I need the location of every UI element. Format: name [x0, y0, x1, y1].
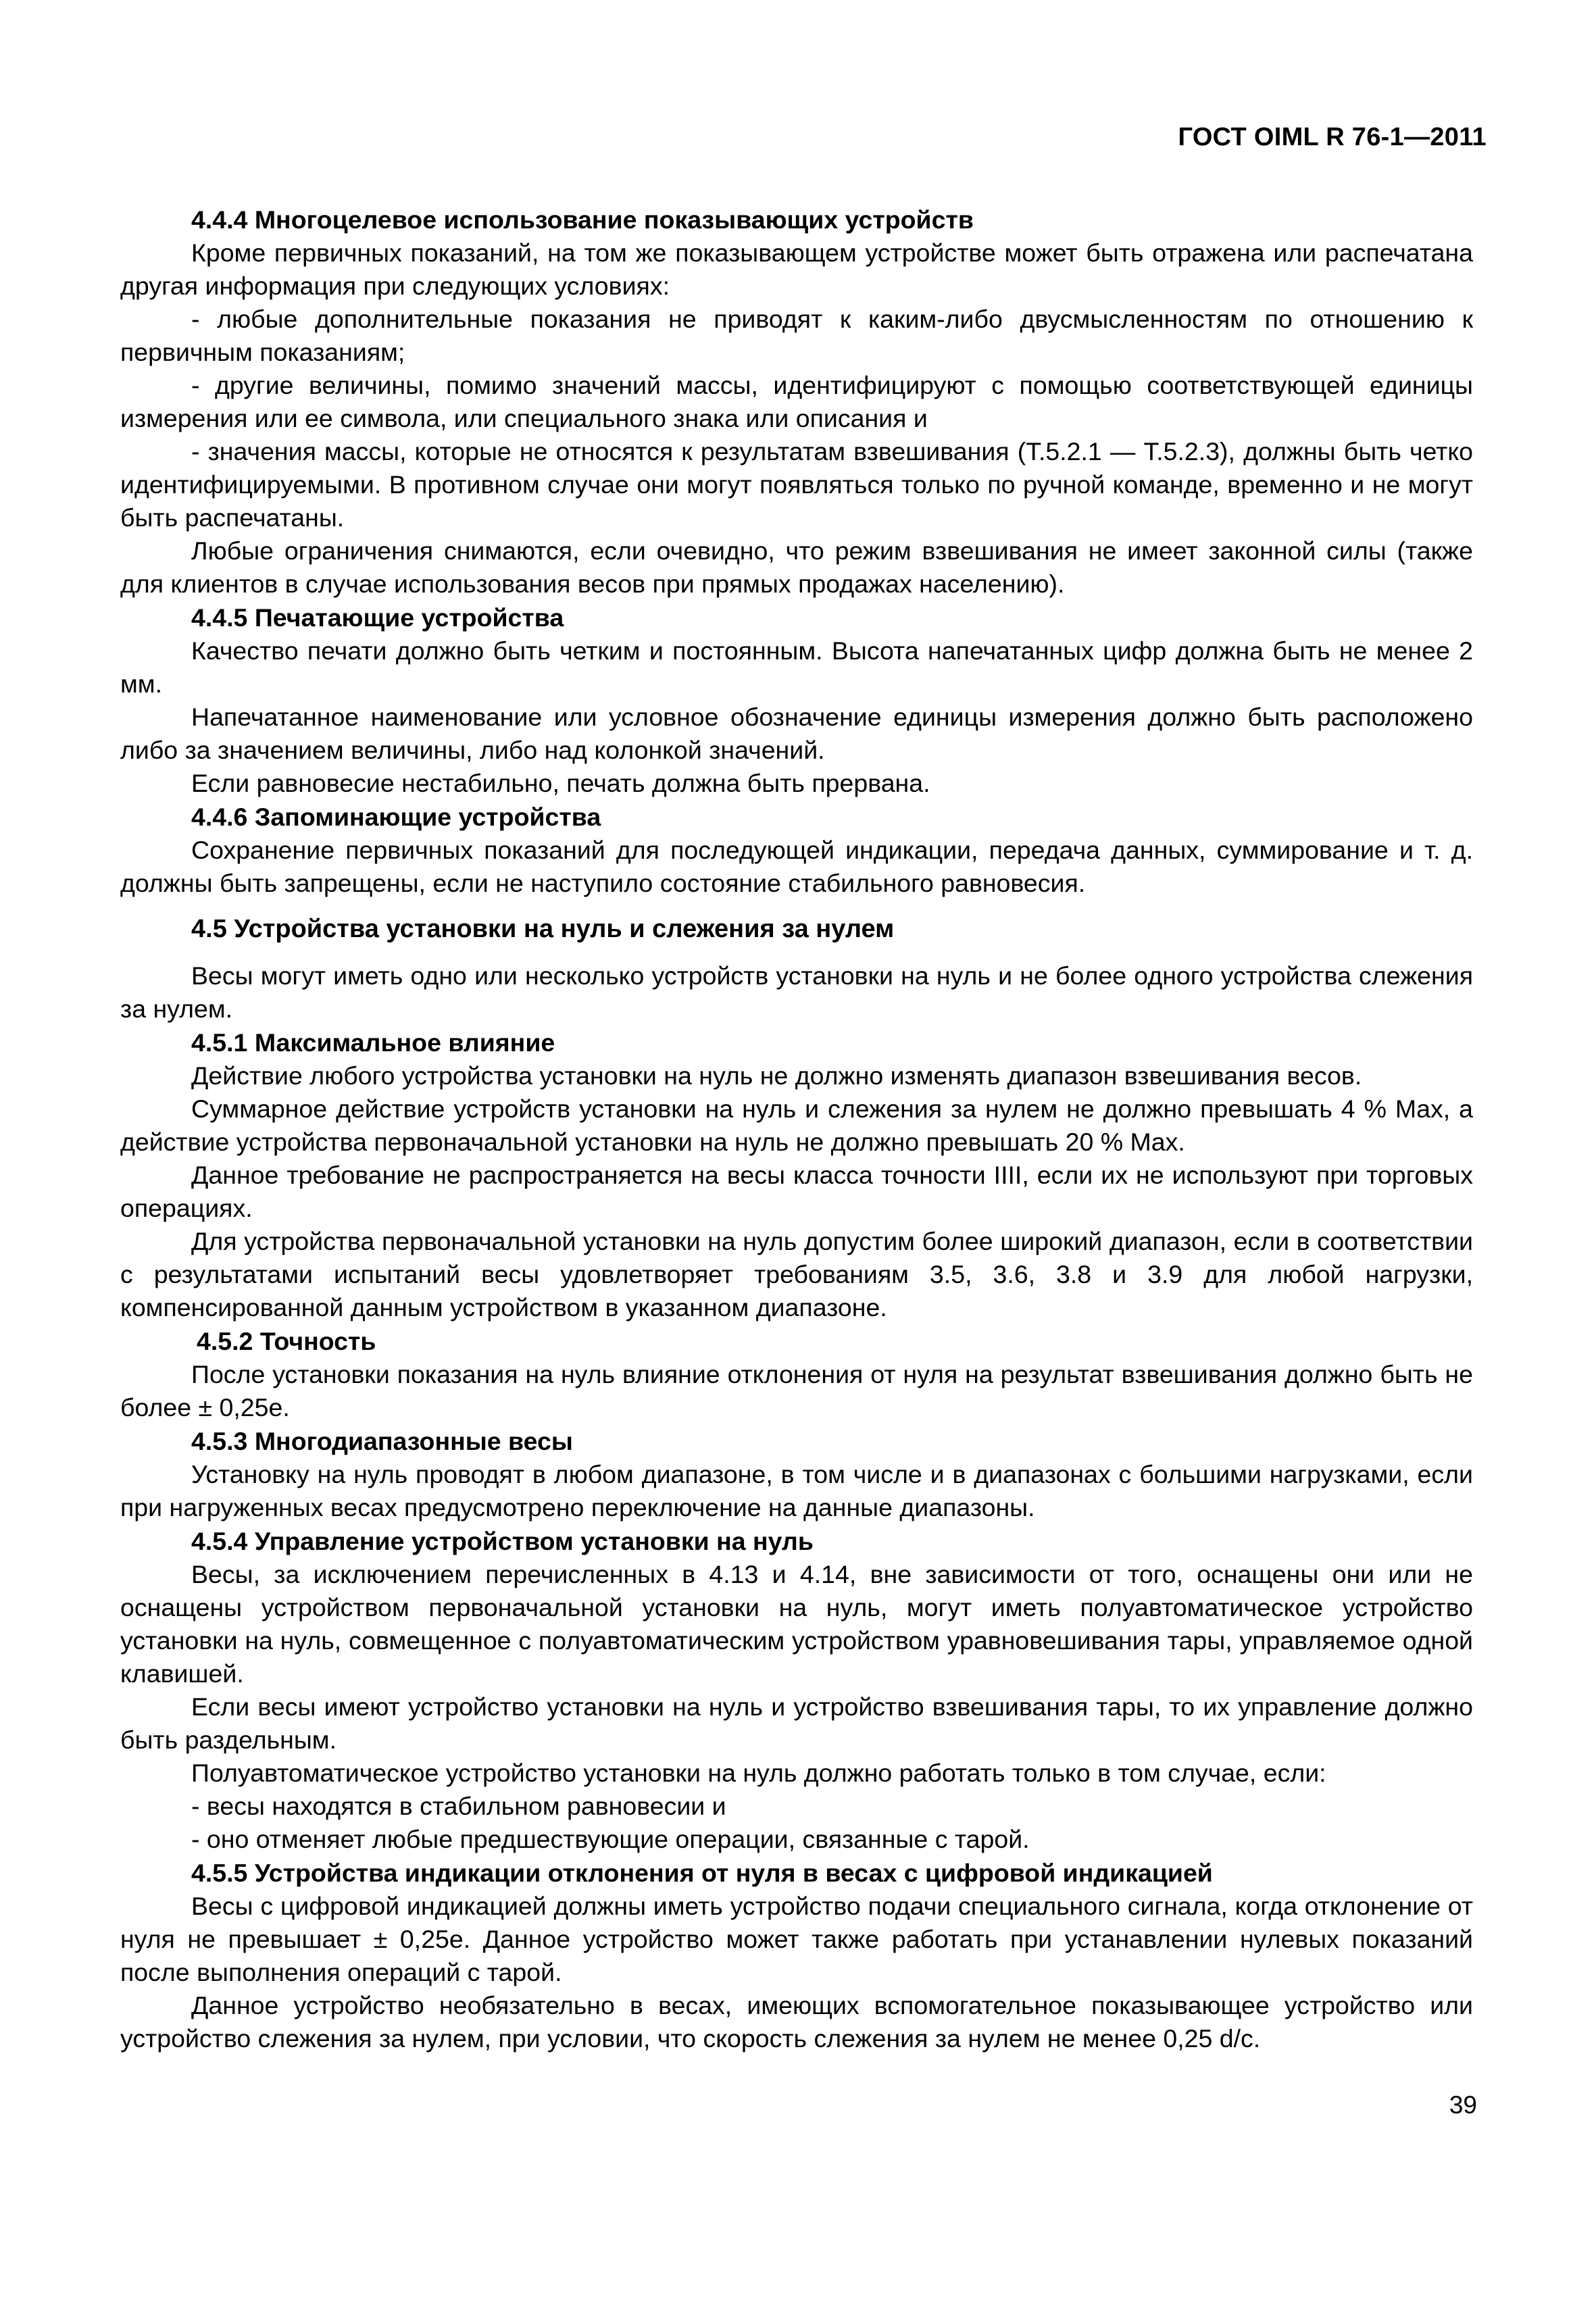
subsection-heading: 4.4.4 Многоцелевое использование показывающих устройств — [191, 205, 974, 234]
paragraph: Для устройства первоначальной установки на нуль допустим более широкий диапазон, если в соответствии с результатами испытаний весы удовлетворяет требованиям 3.5, 3.6, 3.8 и 3.9 для любой нагрузки, компенсированной данным устройством в указанном диапазоне. — [120, 1227, 1473, 1322]
paragraph: - весы находятся в стабильном равновесии и — [191, 1792, 726, 1820]
paragraph: После установки показания на нуль влияние отклонения от нуля на результат взвешивания должно быть не более ± 0,25e. — [120, 1360, 1473, 1422]
paragraph: Если весы имеют устройство установки на нуль и устройство взвешивания тары, то их управление должно быть раздельным. — [120, 1692, 1473, 1754]
subsection-heading: 4.5.3 Многодиапазонные весы — [191, 1427, 573, 1455]
section-heading: 4.5 Устройства установки на нуль и слежения за нулем — [191, 915, 895, 943]
paragraph: - оно отменяет любые предшествующие операции, связанные с тарой. — [191, 1825, 1030, 1853]
subsection-heading: 4.4.6 Запоминающие устройства — [191, 803, 601, 831]
paragraph: Если равновесие нестабильно, печать должна быть прервана. — [191, 769, 930, 797]
paragraph: Весы могут иметь одно или несколько устройств установки на нуль и не более одного устройства слежения за нулем. — [120, 961, 1473, 1023]
page-number: 39 — [1449, 2091, 1477, 2119]
subsection-heading: 4.5.1 Максимальное влияние — [191, 1028, 555, 1057]
paragraph: Весы, за исключением перечисленных в 4.13 и 4.14, вне зависимости от того, оснащены они или не оснащены устройством первоначальной установки на нуль, могут иметь полуавтоматическое устройство установки на нуль, совмещенное с полуавтоматическим устройством уравновешивания тары, управляемое одной клавишей. — [120, 1560, 1473, 1688]
paragraph: Напечатанное наименование или условное обозначение единицы измерения должно быть расположено либо за значением величины, либо над колонкой значений. — [120, 703, 1473, 764]
paragraph: - значения массы, которые не относятся к результатам взвешивания (Т.5.2.1 — Т.5.2.3), должны быть четко идентифицируемыми. В противном случае они могут появляться только по ручной команде, временно и не могут быть распечатаны. — [120, 437, 1473, 532]
paragraph: - другие величины, помимо значений массы, идентифицируют с помощью соответствующей единицы измерения или ее символа, или специального знака или описания и — [120, 371, 1473, 432]
paragraph: Действие любого устройства установки на нуль не должно изменять диапазон взвешивания весов. — [191, 1061, 1362, 1090]
paragraph: Любые ограничения снимаются, если очевидно, что режим взвешивания не имеет законной силы (также для клиентов в случае использования весов при прямых продажах населению). — [120, 536, 1473, 598]
document-body — [120, 203, 1473, 2055]
paragraph: Установку на нуль проводят в любом диапазоне, в том числе и в диапазонах с большими нагрузками, если при нагруженных весах предусмотрено переключение на данные диапазоны. — [120, 1460, 1473, 1521]
paragraph: Качество печати должно быть четким и постоянным. Высота напечатанных цифр должна быть не менее 2 мм. — [120, 636, 1473, 698]
paragraph: Полуавтоматическое устройство установки на нуль должно работать только в том случае, если: — [191, 1759, 1326, 1787]
paragraph: Данное устройство необязательно в весах, имеющих вспомогательное показывающее устройство или устройство слежения за нулем, при условии, что скорость слежения за нулем не менее 0,25 d/c. — [120, 1991, 1473, 2053]
paragraph: Весы с цифровой индикацией должны иметь устройство подачи специального сигнала, когда отклонение от нуля не превышает ± 0,25e. Данное устройство может также работать при устанавлении нулевых показаний после выполнения операций с тарой. — [120, 1892, 1473, 1986]
subsection-heading: 4.5.4 Управление устройством установки на нуль — [191, 1527, 814, 1555]
document-header: ГОСТ OIML R 76-1—2011 — [1178, 123, 1487, 151]
subsection-heading: 4.5.2 Точность — [197, 1327, 376, 1355]
paragraph: Суммарное действие устройств установки на нуль и слежения за нулем не должно превышать 4 % Max, а действие устройства первоначальной установки на нуль не должно превышать 20 % Max. — [120, 1095, 1473, 1156]
paragraph: - любые дополнительные показания не приводят к каким-либо двусмысленностям по отношению к первичным показаниям; — [120, 305, 1473, 366]
paragraph: Сохранение первичных показаний для последующей индикации, передача данных, суммирование и т. д. должны быть запрещены, если не наступило состояние стабильного равновесия. — [120, 836, 1473, 897]
paragraph: Данное требование не распространяется на весы класса точности IIII, если их не используют при торговых операциях. — [120, 1161, 1473, 1222]
subsection-heading: 4.4.5 Печатающие устройства — [191, 603, 564, 632]
subsection-heading: 4.5.5 Устройства индикации отклонения от нуля в весах с цифровой индикацией — [191, 1859, 1213, 1887]
paragraph: Кроме первичных показаний, на том же показывающем устройстве может быть отражена или распечатана другая информация при следующих условиях: — [120, 238, 1473, 300]
